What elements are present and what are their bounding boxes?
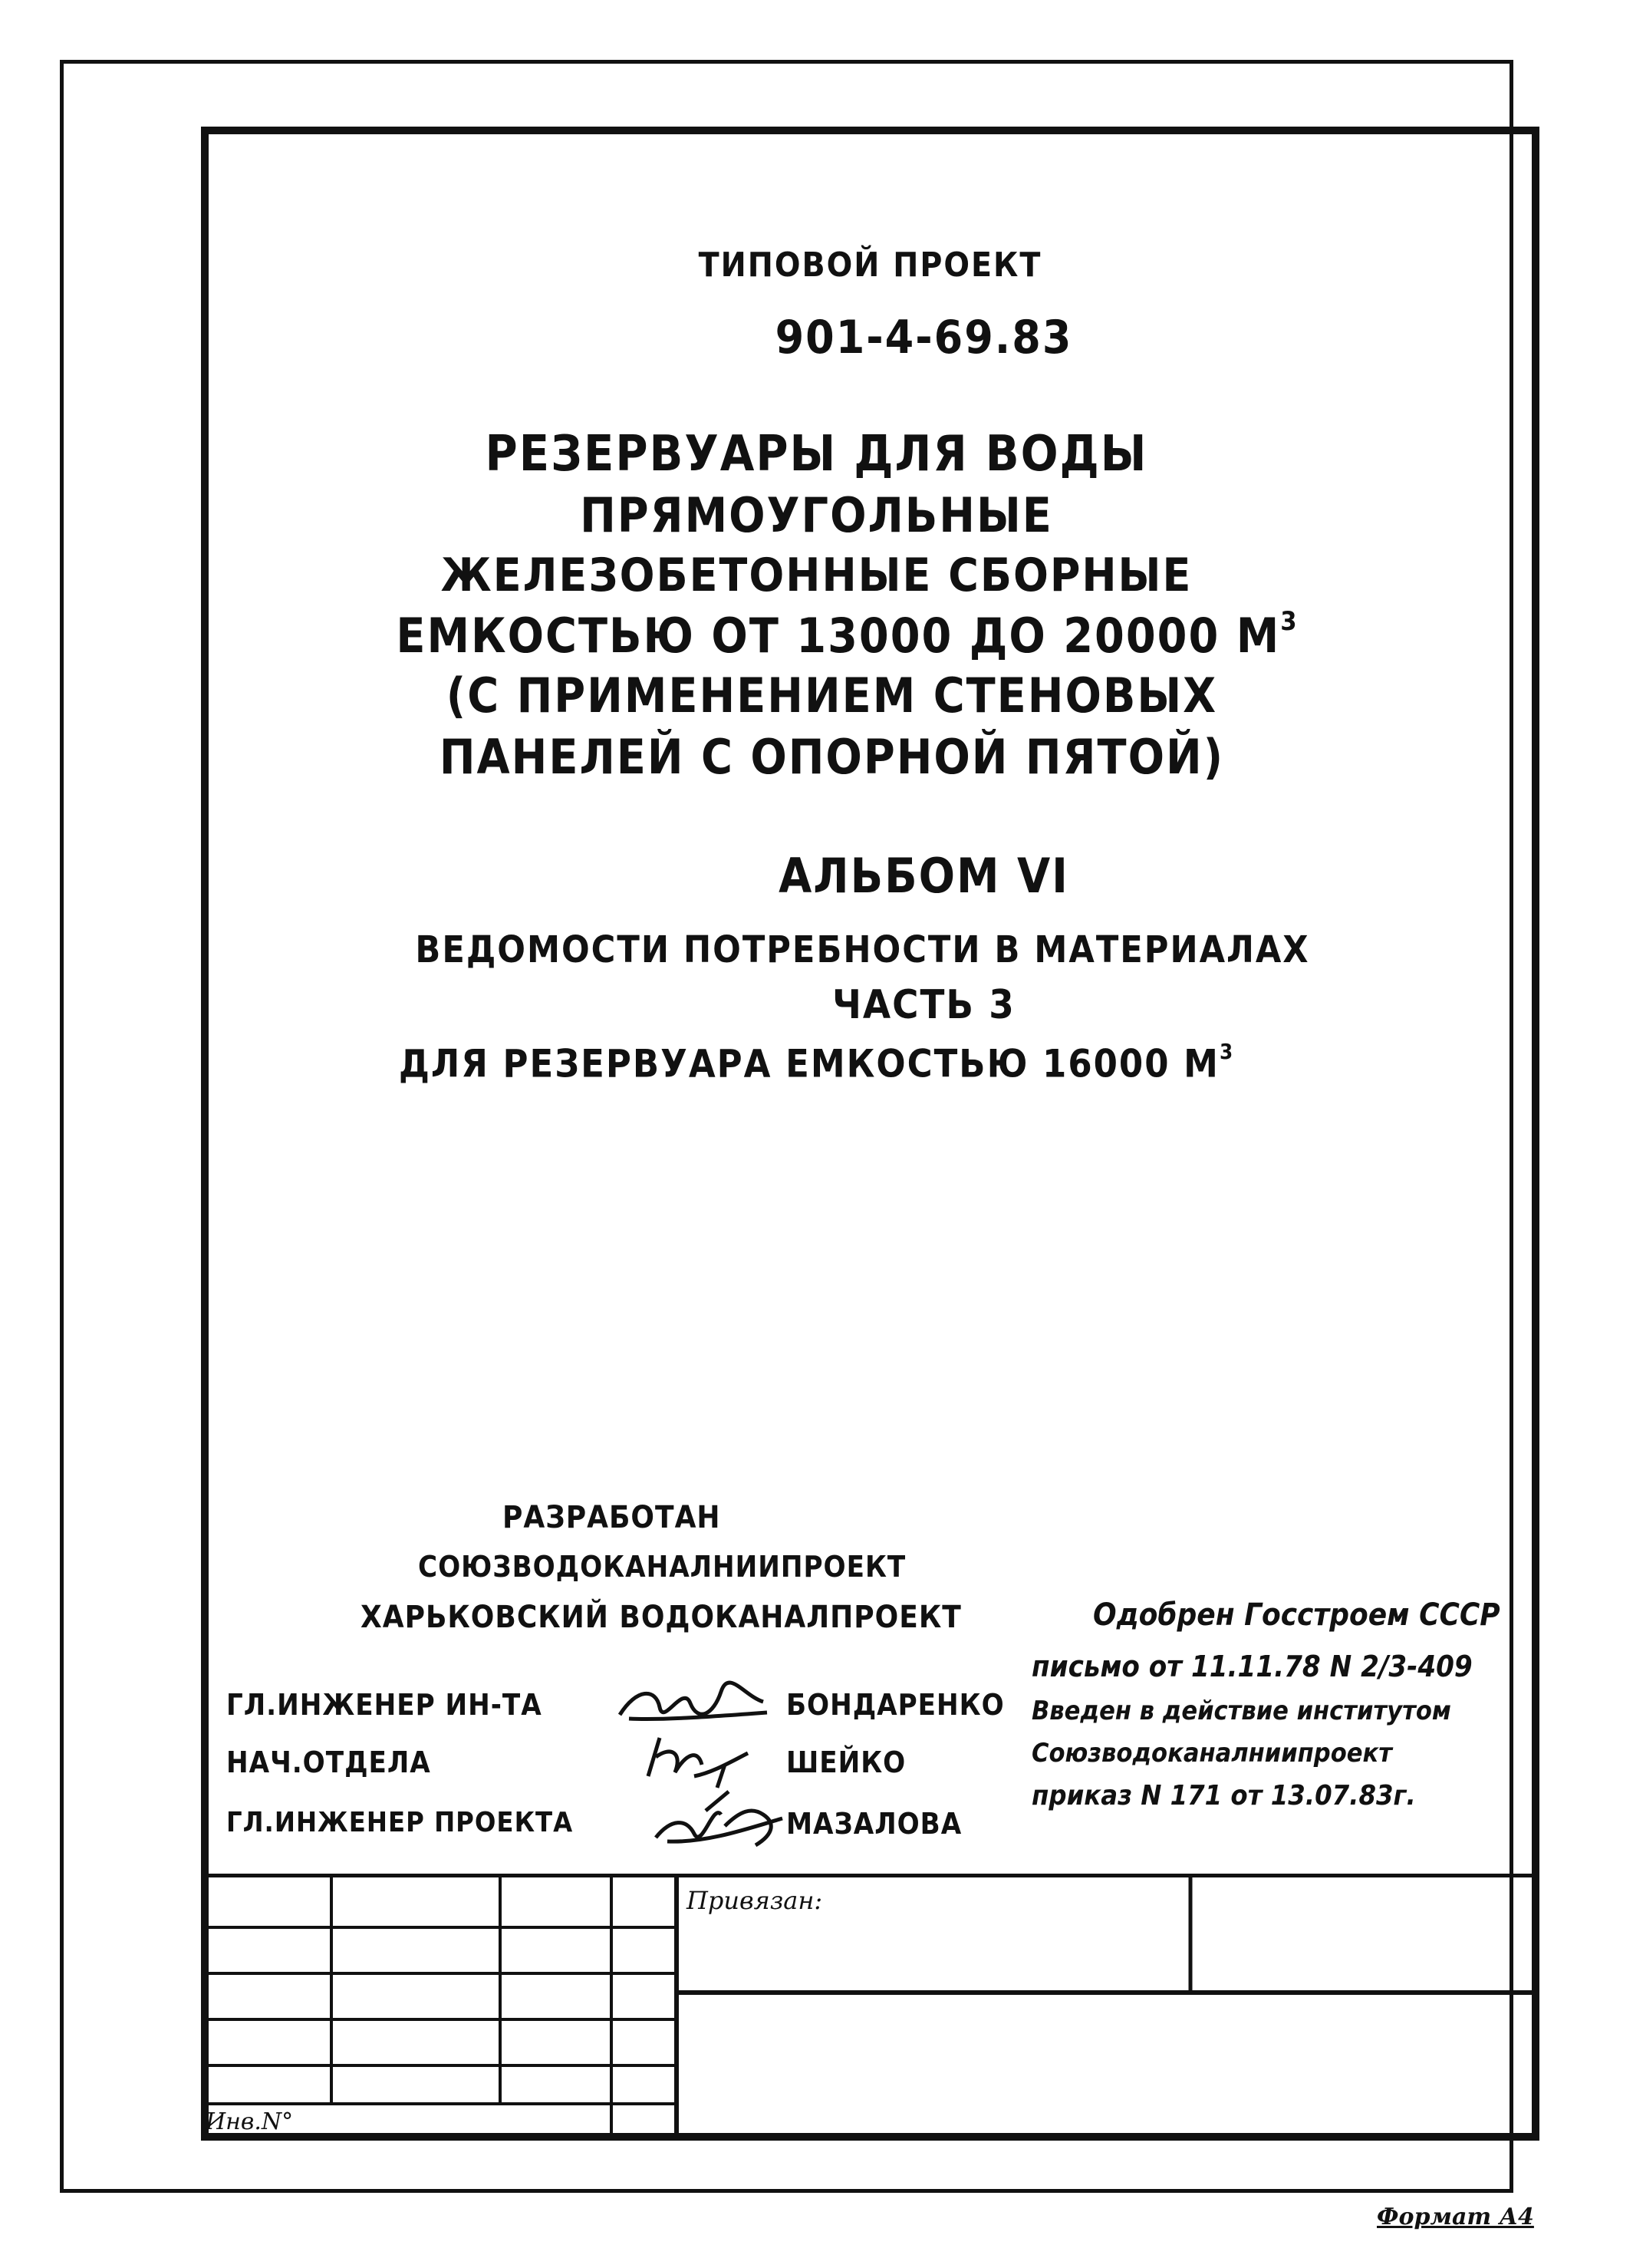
signature-1 bbox=[614, 1673, 775, 1734]
stamp-tied-label: Привязан: bbox=[686, 1886, 823, 1915]
stamp-grid bbox=[201, 1874, 1539, 2141]
approval-line-2: письмо от 11.11.78 N 2/3-409 bbox=[1032, 1650, 1473, 1683]
album-label: АЛЬБОМ VI bbox=[779, 848, 1069, 904]
title-line-5: (С ПРИМЕНЕНИЕМ СТЕНОВЫХ bbox=[446, 668, 1218, 724]
approval-line-3: Введен в действие институтом bbox=[1032, 1696, 1451, 1726]
developed-org-2: ХАРЬКОВСКИЙ ВОДОКАНАЛПРОЕКТ bbox=[361, 1600, 962, 1635]
capacity-superscript: 3 bbox=[1219, 1040, 1235, 1064]
signatory-role-1: ГЛ.ИНЖЕНЕР ИН-ТА bbox=[226, 1688, 542, 1722]
signatory-name-2: ШЕЙКО bbox=[786, 1746, 907, 1779]
title-line-3: ЖЕЛЕЗОБЕТОННЫЕ СБОРНЫЕ bbox=[440, 549, 1193, 602]
album-subtitle: ВЕДОМОСТИ ПОТРЕБНОСТИ В МАТЕРИАЛАХ bbox=[415, 928, 1310, 971]
developed-org-1: СОЮЗВОДОКАНАЛНИИПРОЕКТ bbox=[418, 1550, 907, 1584]
signatory-name-1: БОНДАРЕНКО bbox=[786, 1688, 1005, 1722]
project-type: ТИПОВОЙ ПРОЕКТ bbox=[698, 246, 1042, 285]
album-capacity-text: ДЛЯ РЕЗЕРВУАРА ЕМКОСТЬЮ 16000 М bbox=[398, 1041, 1220, 1086]
signatory-role-2: НАЧ.ОТДЕЛА bbox=[226, 1746, 431, 1779]
signatory-role-3: ГЛ.ИНЖЕНЕР ПРОЕКТА bbox=[226, 1807, 574, 1838]
title-line-1: РЕЗЕРВУАРЫ ДЛЯ ВОДЫ bbox=[485, 426, 1148, 483]
stamp-inventory-label: Инв.N° bbox=[206, 2108, 294, 2135]
album-part: ЧАСТЬ 3 bbox=[832, 982, 1016, 1028]
album-capacity bbox=[0, 1040, 1633, 1086]
signature-3 bbox=[652, 1788, 790, 1853]
approval-line-5: приказ N 171 от 13.07.83г. bbox=[1032, 1780, 1416, 1811]
cubic-superscript: 3 bbox=[1280, 606, 1299, 637]
signature-2 bbox=[640, 1730, 756, 1792]
approval-line-1: Одобрен Госстроем СССР bbox=[1093, 1597, 1500, 1633]
project-number: 901-4-69.83 bbox=[775, 311, 1073, 364]
format-label: Формат А4 bbox=[1377, 2204, 1534, 2230]
developed-label: РАЗРАБОТАН bbox=[502, 1500, 721, 1535]
title-line-2: ПРЯМОУГОЛЬНЫЕ bbox=[580, 487, 1053, 543]
signatory-name-3: МАЗАЛОВА bbox=[786, 1807, 963, 1841]
title-line-6: ПАНЕЛЕЙ С ОПОРНОЙ ПЯТОЙ) bbox=[439, 729, 1225, 785]
approval-line-4: Союзводоканалниипроект bbox=[1032, 1738, 1392, 1769]
title-line-4 bbox=[0, 606, 1633, 664]
title-line-4-text: ЕМКОСТЬЮ ОТ 13000 ДО 20000 М bbox=[396, 607, 1281, 664]
